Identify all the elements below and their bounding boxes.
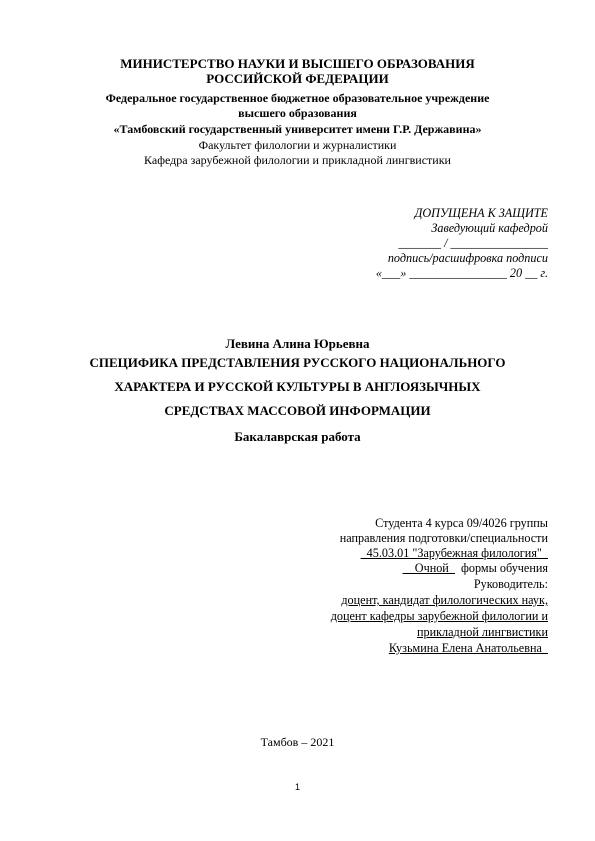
faculty-name: Факультет филологии и журналистики bbox=[198, 138, 397, 152]
student-direction-label: направления подготовки/специальности bbox=[339, 531, 548, 545]
thesis-title-line-2: ХАРАКТЕРА И РУССКОЙ КУЛЬТУРЫ В АНГЛОЯЗЫЧНЫХ bbox=[114, 379, 481, 394]
supervisor-title-2: доцент кафедры зарубежной филологии и bbox=[330, 609, 548, 623]
institution-line-2: высшего образования bbox=[238, 106, 357, 120]
city-year: Тамбов – 2021 bbox=[260, 735, 335, 749]
student-course-group: Студента 4 курса 09/4026 группы bbox=[375, 516, 548, 530]
ministry-line-1: МИНИСТЕРСТВО НАУКИ И ВЫСШЕГО ОБРАЗОВАНИЯ bbox=[120, 56, 475, 71]
head-of-department: Заведующий кафедрой bbox=[431, 221, 548, 235]
thesis-title-line-3: СРЕДСТВАХ МАССОВОЙ ИНФОРМАЦИИ bbox=[164, 403, 431, 418]
author-name: Левина Алина Юрьевна bbox=[225, 336, 370, 351]
signature-caption: подпись/расшифровка подписи bbox=[387, 251, 548, 265]
thesis-title-line-1: СПЕЦИФИКА ПРЕДСТАВЛЕНИЯ РУССКОГО НАЦИОНАЛЬНОГО bbox=[89, 355, 506, 370]
approval-date-line: «___» ________________ 20 __ г. bbox=[375, 266, 548, 280]
page-number: 1 bbox=[294, 782, 300, 792]
signature-line: _______ / ________________ bbox=[398, 236, 548, 250]
department-name: Кафедра зарубежной филологии и прикладной лингвистики bbox=[144, 153, 451, 167]
university-name: «Тамбовский государственный университет имени Г.Р. Державина» bbox=[113, 122, 482, 136]
study-form-suffix: формы обучения bbox=[454, 561, 548, 575]
supervisor-title-3: прикладной лингвистики bbox=[416, 625, 548, 639]
study-form-line bbox=[403, 562, 548, 576]
work-type: Бакалаврская работа bbox=[234, 429, 361, 444]
supervisor-name: Кузьмина Елена Анатольевна_ bbox=[388, 641, 548, 655]
study-form-value: __Очной_ bbox=[402, 561, 455, 575]
admitted-to-defense: ДОПУЩЕНА К ЗАЩИТЕ bbox=[414, 206, 548, 220]
institution-line-1: Федеральное государственное бюджетное образовательное учреждение bbox=[105, 91, 490, 105]
ministry-line-2: РОССИЙСКОЙ ФЕДЕРАЦИИ bbox=[206, 71, 389, 86]
supervisor-label: Руководитель: bbox=[473, 577, 548, 591]
student-specialty: _45.03.01 "Зарубежная филология"_ bbox=[360, 546, 548, 560]
supervisor-title-1: доцент, кандидат филологических наук, bbox=[341, 593, 548, 607]
